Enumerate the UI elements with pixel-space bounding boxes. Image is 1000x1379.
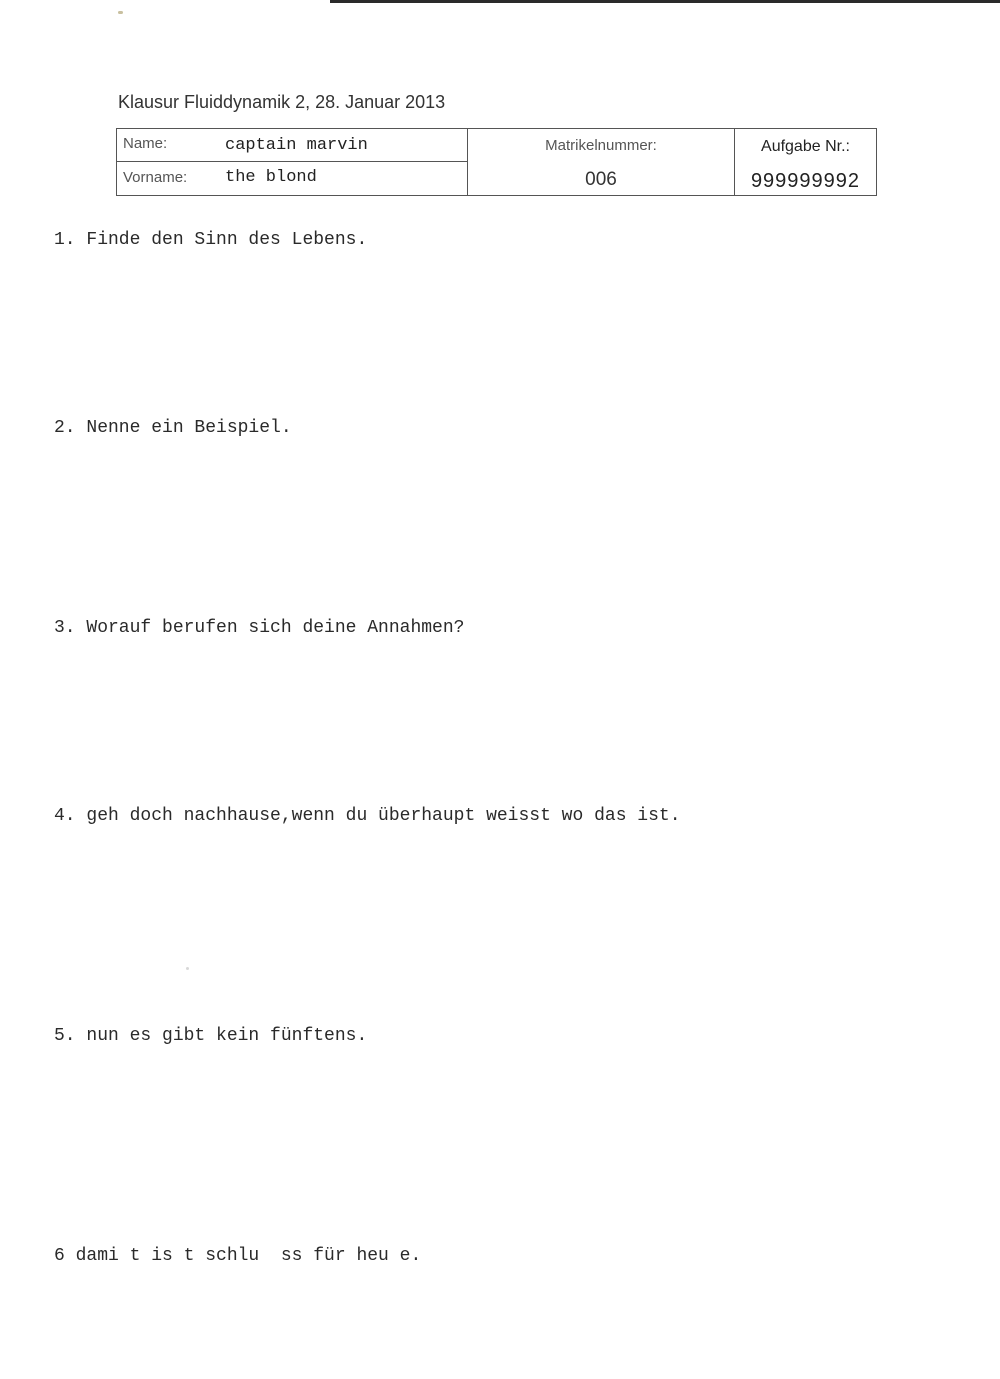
vorname-cell: [117, 162, 468, 196]
matrikel-label: Matrikelnummer:: [545, 137, 657, 154]
matrikel-cell: [468, 129, 735, 196]
student-info-table: [116, 128, 877, 196]
name-label: Name:: [123, 135, 168, 152]
matrikel-value: 006: [585, 169, 617, 190]
question-5: 5. nun es gibt kein fünftens.: [54, 1026, 368, 1046]
question-1: 1. Finde den Sinn des Lebens.: [54, 230, 368, 250]
question-4: 4. geh doch nachhause,wenn du überhaupt weisst wo das ist.: [54, 806, 681, 826]
aufgabe-label: Aufgabe Nr.:: [761, 138, 850, 155]
scan-speck: [118, 11, 123, 14]
question-3: 3. Worauf berufen sich deine Annahmen?: [54, 618, 465, 638]
scan-speck: [186, 967, 189, 970]
exam-title: Klausur Fluiddynamik 2, 28. Januar 2013: [118, 92, 446, 112]
name-cell: [117, 129, 468, 162]
vorname-value: the blond: [225, 168, 317, 187]
question-6: 6 dami t is t schlu ss für heu e.: [54, 1246, 422, 1266]
scan-top-edge: [330, 0, 1000, 3]
aufgabe-cell: [735, 129, 877, 196]
question-2: 2. Nenne ein Beispiel.: [54, 418, 292, 438]
name-value: captain marvin: [225, 136, 368, 155]
vorname-label: Vorname:: [123, 169, 188, 186]
aufgabe-value: 999999992: [750, 170, 861, 192]
